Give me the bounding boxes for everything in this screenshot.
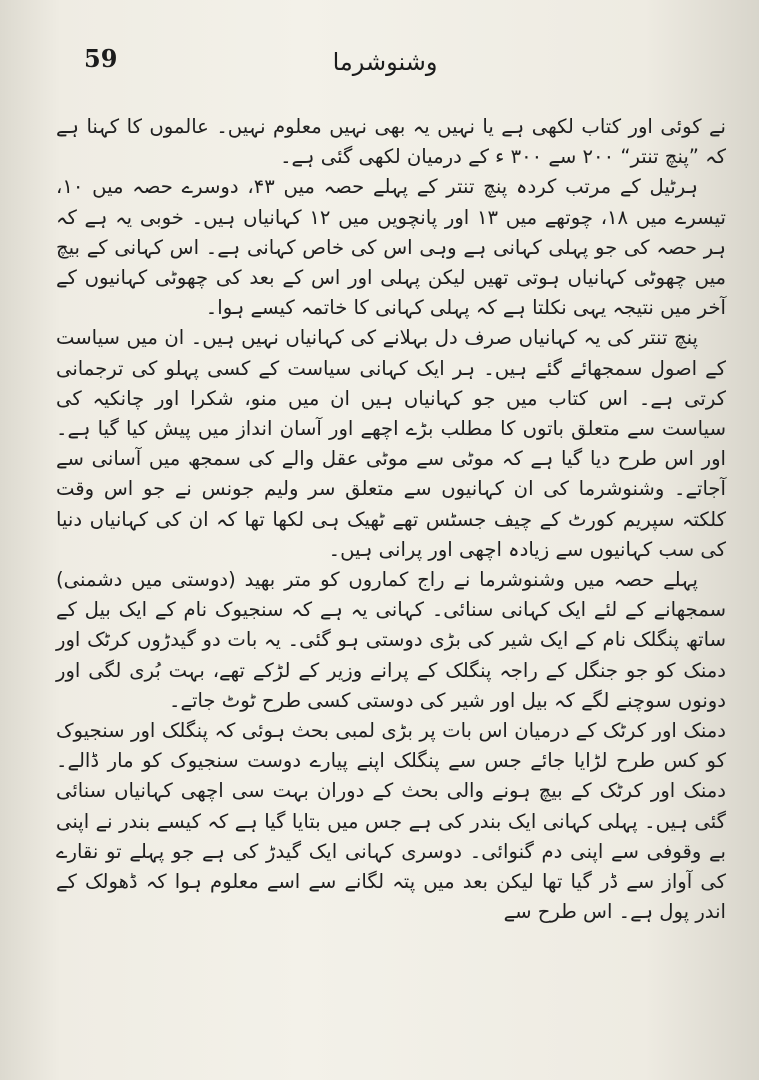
running-head: وشنوشرما: [332, 48, 438, 76]
paragraph: ہرٹیل کے مرتب کردہ پنچ تنتر کے پہلے حصہ میں ۴۳، دوسرے حصہ میں ۱۰، تیسرے میں ۱۸، چوتھے میں ۱۳ اور پانچویں میں ۱۲ کہانیاں ہیں۔ خوبی یہ ہے کہ ہر حصہ کی جو پہلی کہانی ہے وہی اس کی خاص کہانی ہے۔ اس کہانی کے بیچ میں چھوٹی کہانیاں ہوتی تھیں لیکن پہلی اور اس کے بعد کی چھوٹی کہانیوں کے آخر میں نتیجہ یہی نکلتا ہے کہ پہلی کہانی کا خاتمہ کیسے ہوا۔: [56, 175, 726, 320]
paragraph: دمنک اور کرٹک کے درمیان اس بات پر بڑی لمبی بحث ہوئی کہ پنگلک اور سنجیوک کو کس طرح لڑایا جائے جس سے پنگلک اپنے پیارے دوست سنجیوک کو مار ڈالے۔ دمنک اور کرٹک کے بیچ ہونے والی بحث کے دوران بہت سی اچھی کہانیاں سنائی گئی ہیں۔ پہلی کہانی ایک بندر کی ہے جس میں بتایا گیا ہے کہ کیسے بندر نے اپنی بے وقوفی سے اپنی دم گنوائی۔ دوسری کہانی ایک گیدڑ کی ہے جو پہلے تو نقارے کی آواز سے ڈر گیا تھا لیکن بعد میں پتہ لگانے سے اسے معلوم ہوا کہ ڈھولک کے اندر پول ہے۔ اس طرح سے: [56, 719, 727, 924]
page-number: 59: [84, 44, 118, 73]
paragraph: پہلے حصہ میں وشنوشرما نے راج کماروں کو متر بھید (دوستی میں دشمنی) سمجھانے کے لئے ایک کہانی سنائی۔ کہانی یہ ہے کہ سنجیوک نام کے ایک بیل کے ساتھ پنگلک نام کے ایک شیر کی بڑی دوستی ہو گئی۔ یہ بات دو گیدڑوں کرٹک اور دمنک کو جو جنگل کے راجہ پنگلک کے پرانے وزیر کے لڑکے تھے، بہت بُری لگی اور دونوں سوچنے لگے کہ بیل اور شیر کی دوستی کسی طرح ٹوٹ جاتے۔: [56, 568, 726, 712]
body-text: [56, 112, 726, 1052]
paragraph: نے کوئی اور کتاب لکھی ہے یا نہیں یہ بھی نہیں معلوم نہیں۔ عالموں کا کہنا ہے کہ ”پنچ تنتر“ ۲۰۰ سے ۳۰۰ ء کے درمیان لکھی گئی ہے۔: [56, 115, 726, 169]
paragraph: پنچ تنتر کی یہ کہانیاں صرف دل بہلانے کی کہانیاں نہیں ہیں۔ ان میں سیاست کے اصول سمجھائے گئے ہیں۔ ہر ایک کہانی سیاست کے کسی پہلو کی ترجمانی کرتی ہے۔ اس کتاب میں جو کہانیاں ہیں ان میں منو، شکرا اور چانکیہ کی سیاست سے متعلق باتوں کا مطلب بڑے اچھے اور آسان انداز میں پیش کیا گیا ہے۔ اور اس طرح دیا گیا ہے کہ موٹی سے موٹی عقل والے کی سمجھ میں آسانی سے آجاتے۔ وشنوشرما کی ان کہانیوں سے متعلق سر ولیم جونس نے جو اس وقت کلکتہ سپریم کورٹ کے چیف جسٹس تھے ٹھیک ہی لکھا تھا کہ ان کی کہانیاں دنیا کی سب کہانیوں سے زیادہ اچھی اور پرانی ہیں۔: [56, 326, 726, 561]
